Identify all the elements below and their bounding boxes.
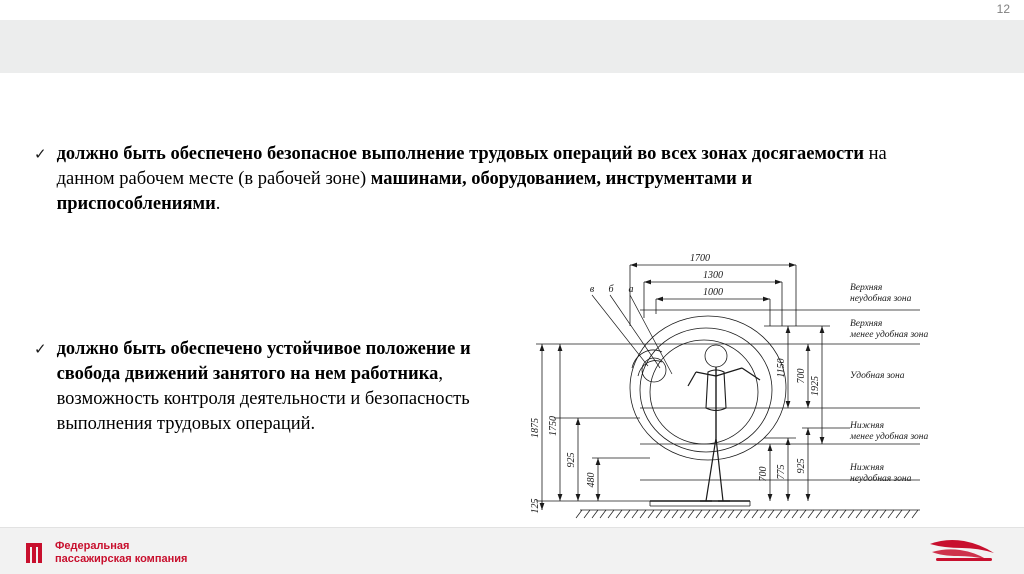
checkmark-icon: ✓ [34,340,47,358]
rzd-logo [928,538,1002,564]
zone-label-4-line2: менее удобная зона [850,432,929,442]
bullet-1-seg-3: машинами, оборудованием, инструментами и приспособлениями [56,169,753,214]
zone-label-5-line2: неудобная зона [850,474,912,484]
dim-1150: 1150 [776,358,787,378]
dim-1875: 1875 [530,418,541,438]
workplace-reach-zones-diagram [520,248,1000,520]
company-name [55,540,187,566]
dim-1000: 1000 [703,287,723,298]
bullet-item-1 [34,142,914,217]
bullet-2-seg-2: , возможность контроля деятельности и безопасность выполнения трудовых операций. [56,364,470,434]
company-footer-logo [26,540,187,566]
dim-125: 125 [530,498,541,514]
fpk-mark-icon [26,541,48,565]
dim-925-right: 925 [796,458,807,474]
zone-label-1-line2: неудобная зона [850,294,912,304]
dim-1925: 1925 [810,376,821,396]
label-a: а [628,284,634,295]
zone-label-4-line1: Нижняя [850,421,884,431]
bullet-1-text [57,142,914,217]
bullet-2-seg-1: должно быть обеспечено устойчивое положение и свобода движений занятого на нем работника [56,339,471,384]
zone-label-1-line1: Верхняя [850,283,883,293]
dim-1300: 1300 [703,270,723,281]
top-banner-band [0,20,1024,73]
bullet-1-seg-2: на данном рабочем месте (в рабочей зоне) [56,144,887,189]
label-v: в [589,284,595,295]
dim-700-lower: 700 [758,466,769,482]
dim-1700: 1700 [690,253,710,264]
bullet-1-seg-4: . [215,194,221,214]
dim-925-left: 925 [566,452,577,468]
bullet-item-2 [34,337,504,437]
bullet-1-seg-1: должно быть обеспечено безопасное выполнение трудовых операций во всех зонах досягаемости [56,144,865,164]
label-b: б [608,284,614,295]
dim-1750: 1750 [548,416,559,436]
dim-480: 480 [586,472,597,488]
page-number: 12 [996,2,1010,16]
dim-700-upper: 700 [796,368,807,384]
company-name-line2: пассажирская компания [55,553,188,565]
dim-775: 775 [776,464,787,480]
zone-label-5-line1: Нижняя [850,463,884,473]
bullet-2-text [57,337,504,437]
zone-label-3-line1: Удобная зона [850,371,905,381]
zone-label-2-line1: Верхняя [850,319,883,329]
company-name-line1: Федеральная [55,540,130,552]
zone-label-2-line2: менее удобная зона [850,330,929,340]
checkmark-icon: ✓ [34,145,47,163]
